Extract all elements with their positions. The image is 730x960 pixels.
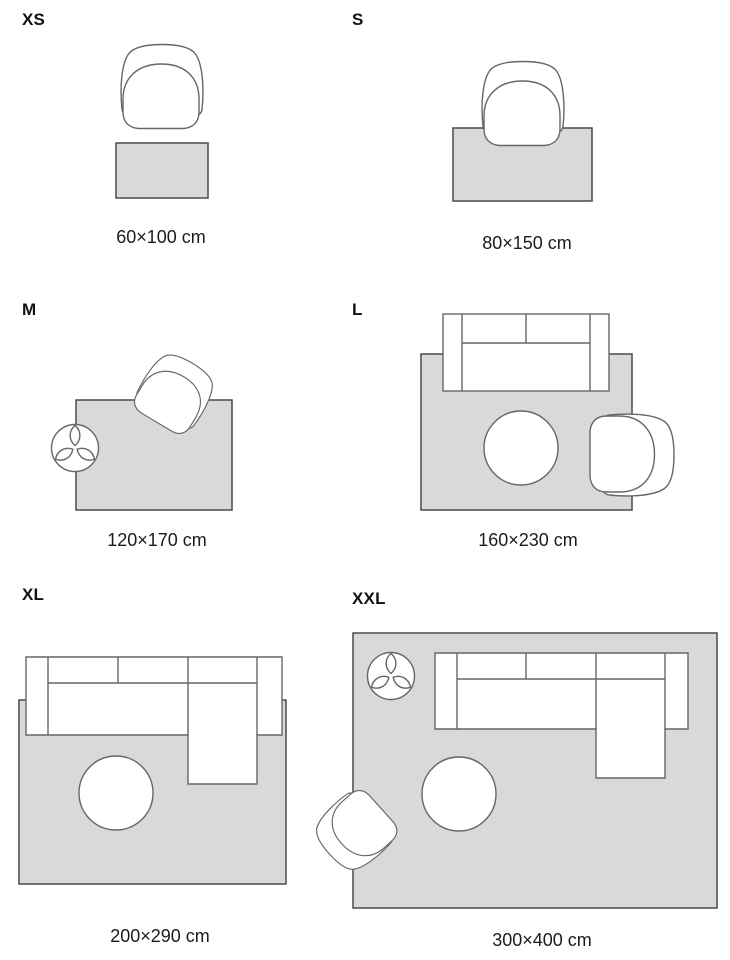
dimension-label-xxl: 300×400 cm [492, 930, 592, 950]
section-xxl-illustration [307, 633, 717, 908]
size-label-xl: XL [22, 585, 45, 604]
section-m-illustration [52, 346, 233, 510]
rug-icon-xs [116, 143, 208, 198]
armchair-icon [121, 45, 203, 129]
dimension-label-m: 120×170 cm [107, 530, 207, 550]
size-label-m: M [22, 300, 37, 319]
section-l-illustration [421, 314, 674, 510]
dimension-label-s: 80×150 cm [482, 233, 572, 253]
section-xl-illustration [19, 657, 286, 884]
dimension-label-l: 160×230 cm [478, 530, 578, 550]
sofa-icon [443, 314, 609, 391]
size-label-xs: XS [22, 10, 46, 29]
armchair-icon [590, 414, 674, 496]
size-label-l: L [352, 300, 363, 319]
section-s-illustration [453, 62, 592, 202]
size-label-xxl: XXL [352, 589, 386, 608]
armchair-icon [482, 62, 564, 146]
plant-icon [52, 425, 99, 472]
section-xs-illustration [116, 45, 208, 199]
dimension-label-xl: 200×290 cm [110, 926, 210, 946]
pouf-icon [422, 757, 496, 831]
dimension-label-xs: 60×100 cm [116, 227, 206, 247]
plant-icon [368, 653, 415, 700]
pouf-icon [484, 411, 558, 485]
size-label-s: S [352, 10, 364, 29]
pouf-icon [79, 756, 153, 830]
